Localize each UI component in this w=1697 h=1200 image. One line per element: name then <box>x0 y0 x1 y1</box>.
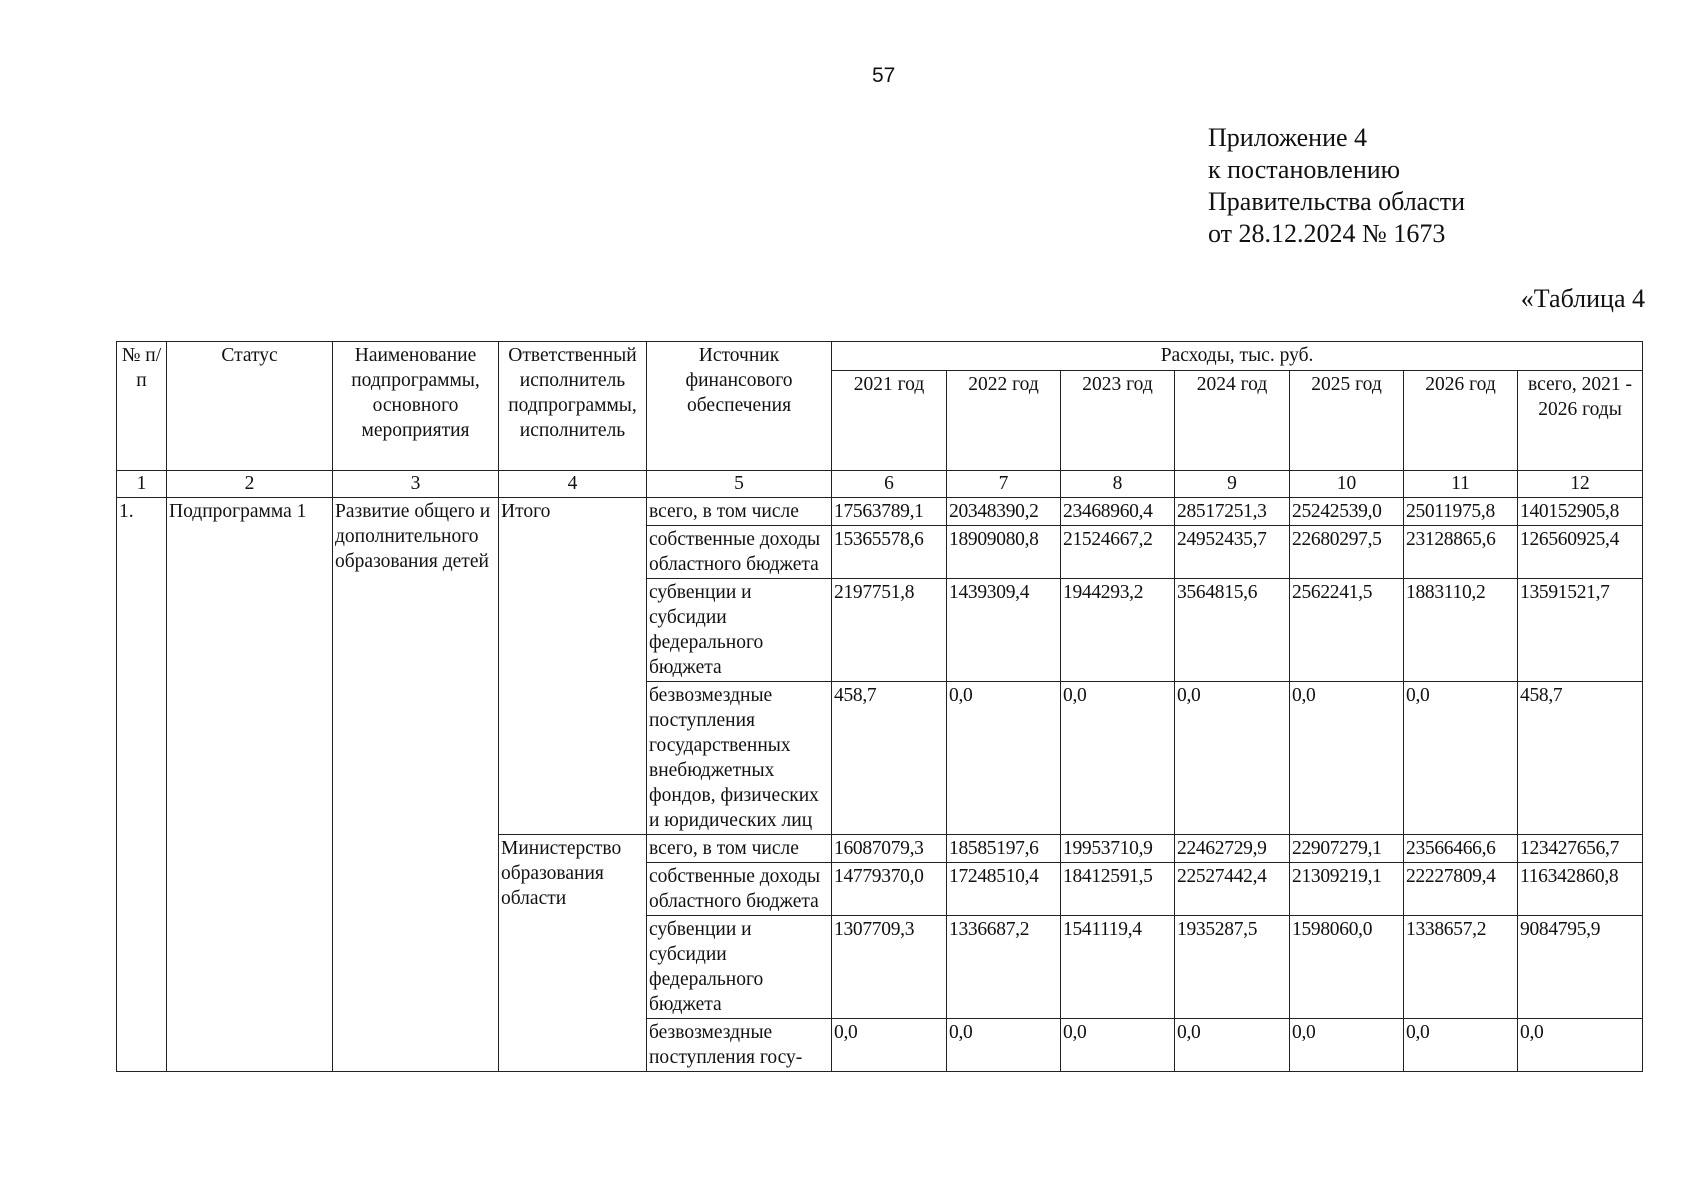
column-number-row <box>117 471 1643 498</box>
column-number: 11 <box>1404 471 1518 498</box>
row-number: 1. <box>117 498 167 1072</box>
appendix-line: к постановлению <box>1208 155 1401 184</box>
value-cell: 1598060,0 <box>1290 916 1404 1019</box>
value-cell: 1336687,2 <box>947 916 1061 1019</box>
row-source: собственные доходы областного бюджета <box>647 526 832 579</box>
value-cell: 24952435,7 <box>1175 526 1290 579</box>
value-cell-total: 126560925,4 <box>1518 526 1643 579</box>
value-cell-total: 9084795,9 <box>1518 916 1643 1019</box>
value-cell: 0,0 <box>1175 1019 1290 1072</box>
value-cell: 1307709,3 <box>832 916 947 1019</box>
value-cell: 1338657,2 <box>1404 916 1518 1019</box>
table-caption: «Таблица 4 <box>1520 284 1645 313</box>
value-cell-total: 116342860,8 <box>1518 863 1643 916</box>
value-cell: 19953710,9 <box>1061 835 1175 863</box>
row-subprogram-name: Развитие общего и дополнительного образования детей <box>333 498 499 1072</box>
column-number: 5 <box>647 471 832 498</box>
appendix-line: от 28.12.2024 № 1673 <box>1208 219 1446 248</box>
value-cell: 21309219,1 <box>1290 863 1404 916</box>
header-year-total: всего, 2021 - 2026 годы <box>1518 371 1643 471</box>
header-name: Наименование подпрограммы, основного мероприятия <box>333 342 499 471</box>
value-cell: 18909080,8 <box>947 526 1061 579</box>
value-cell: 1541119,4 <box>1061 916 1175 1019</box>
value-cell: 1935287,5 <box>1175 916 1290 1019</box>
value-cell: 1944293,2 <box>1061 579 1175 682</box>
row-source: субвенции и субсидии федерального бюджета <box>647 916 832 1019</box>
row-source: безвозмездные поступления государственных внебюджетных фондов, физических и юридических лиц <box>647 682 832 835</box>
value-cell-total: 123427656,7 <box>1518 835 1643 863</box>
header-status: Статус <box>167 342 333 471</box>
value-cell: 22907279,1 <box>1290 835 1404 863</box>
column-number: 8 <box>1061 471 1175 498</box>
page-number: 57 <box>872 64 896 87</box>
value-cell: 25011975,8 <box>1404 498 1518 526</box>
header-year: 2025 год <box>1290 371 1404 471</box>
row-source: безвозмездные поступления госу- <box>647 1019 832 1072</box>
row-status: Подпрограмма 1 <box>167 498 333 1072</box>
value-cell: 23468960,4 <box>1061 498 1175 526</box>
column-number: 9 <box>1175 471 1290 498</box>
row-source: всего, в том числе <box>647 835 832 863</box>
value-cell: 22227809,4 <box>1404 863 1518 916</box>
appendix-line: Правительства области <box>1208 187 1466 216</box>
value-cell: 1439309,4 <box>947 579 1061 682</box>
row-source: всего, в том числе <box>647 498 832 526</box>
financing-table <box>116 341 1643 1072</box>
column-number: 2 <box>167 471 333 498</box>
value-cell: 0,0 <box>1290 682 1404 835</box>
column-number: 7 <box>947 471 1061 498</box>
value-cell: 0,0 <box>1061 682 1175 835</box>
value-cell: 20348390,2 <box>947 498 1061 526</box>
header-year: 2024 год <box>1175 371 1290 471</box>
value-cell: 22527442,4 <box>1175 863 1290 916</box>
value-cell: 22462729,9 <box>1175 835 1290 863</box>
value-cell: 3564815,6 <box>1175 579 1290 682</box>
column-number: 12 <box>1518 471 1643 498</box>
value-cell: 21524667,2 <box>1061 526 1175 579</box>
value-cell-total: 13591521,7 <box>1518 579 1643 682</box>
value-cell: 0,0 <box>1404 682 1518 835</box>
row-executor: Итого <box>499 498 647 835</box>
value-cell: 2197751,8 <box>832 579 947 682</box>
header-num: № п/п <box>117 342 167 471</box>
value-cell: 0,0 <box>947 682 1061 835</box>
column-number: 10 <box>1290 471 1404 498</box>
header-expenses: Расходы, тыс. руб. <box>832 342 1643 371</box>
value-cell: 2562241,5 <box>1290 579 1404 682</box>
value-cell: 15365578,6 <box>832 526 947 579</box>
value-cell: 0,0 <box>1404 1019 1518 1072</box>
header-year: 2023 год <box>1061 371 1175 471</box>
value-cell: 0,0 <box>947 1019 1061 1072</box>
value-cell: 16087079,3 <box>832 835 947 863</box>
value-cell: 17248510,4 <box>947 863 1061 916</box>
header-source: Источник финансового обеспечения <box>647 342 832 471</box>
value-cell: 0,0 <box>1175 682 1290 835</box>
value-cell: 14779370,0 <box>832 863 947 916</box>
value-cell: 1883110,2 <box>1404 579 1518 682</box>
value-cell: 28517251,3 <box>1175 498 1290 526</box>
appendix-line: Приложение 4 <box>1208 123 1368 152</box>
value-cell: 0,0 <box>1290 1019 1404 1072</box>
column-number: 3 <box>333 471 499 498</box>
value-cell: 0,0 <box>832 1019 947 1072</box>
value-cell-total: 458,7 <box>1518 682 1643 835</box>
value-cell: 17563789,1 <box>832 498 947 526</box>
value-cell: 22680297,5 <box>1290 526 1404 579</box>
header-year: 2021 год <box>832 371 947 471</box>
value-cell: 0,0 <box>1061 1019 1175 1072</box>
value-cell: 25242539,0 <box>1290 498 1404 526</box>
value-cell-total: 0,0 <box>1518 1019 1643 1072</box>
header-executor: Ответственный исполнитель подпрограммы, исполнитель <box>499 342 647 471</box>
value-cell: 18585197,6 <box>947 835 1061 863</box>
column-number: 1 <box>117 471 167 498</box>
value-cell: 23128865,6 <box>1404 526 1518 579</box>
header-year: 2022 год <box>947 371 1061 471</box>
value-cell: 18412591,5 <box>1061 863 1175 916</box>
row-source: субвенции и субсидии федерального бюджета <box>647 579 832 682</box>
row-source: собственные доходы областного бюджета <box>647 863 832 916</box>
appendix-header <box>1208 122 1465 250</box>
column-number: 4 <box>499 471 647 498</box>
value-cell: 23566466,6 <box>1404 835 1518 863</box>
value-cell: 458,7 <box>832 682 947 835</box>
header-year: 2026 год <box>1404 371 1518 471</box>
value-cell-total: 140152905,8 <box>1518 498 1643 526</box>
table-row <box>117 498 1643 526</box>
row-executor: Министерство образования области <box>499 835 647 1072</box>
column-number: 6 <box>832 471 947 498</box>
